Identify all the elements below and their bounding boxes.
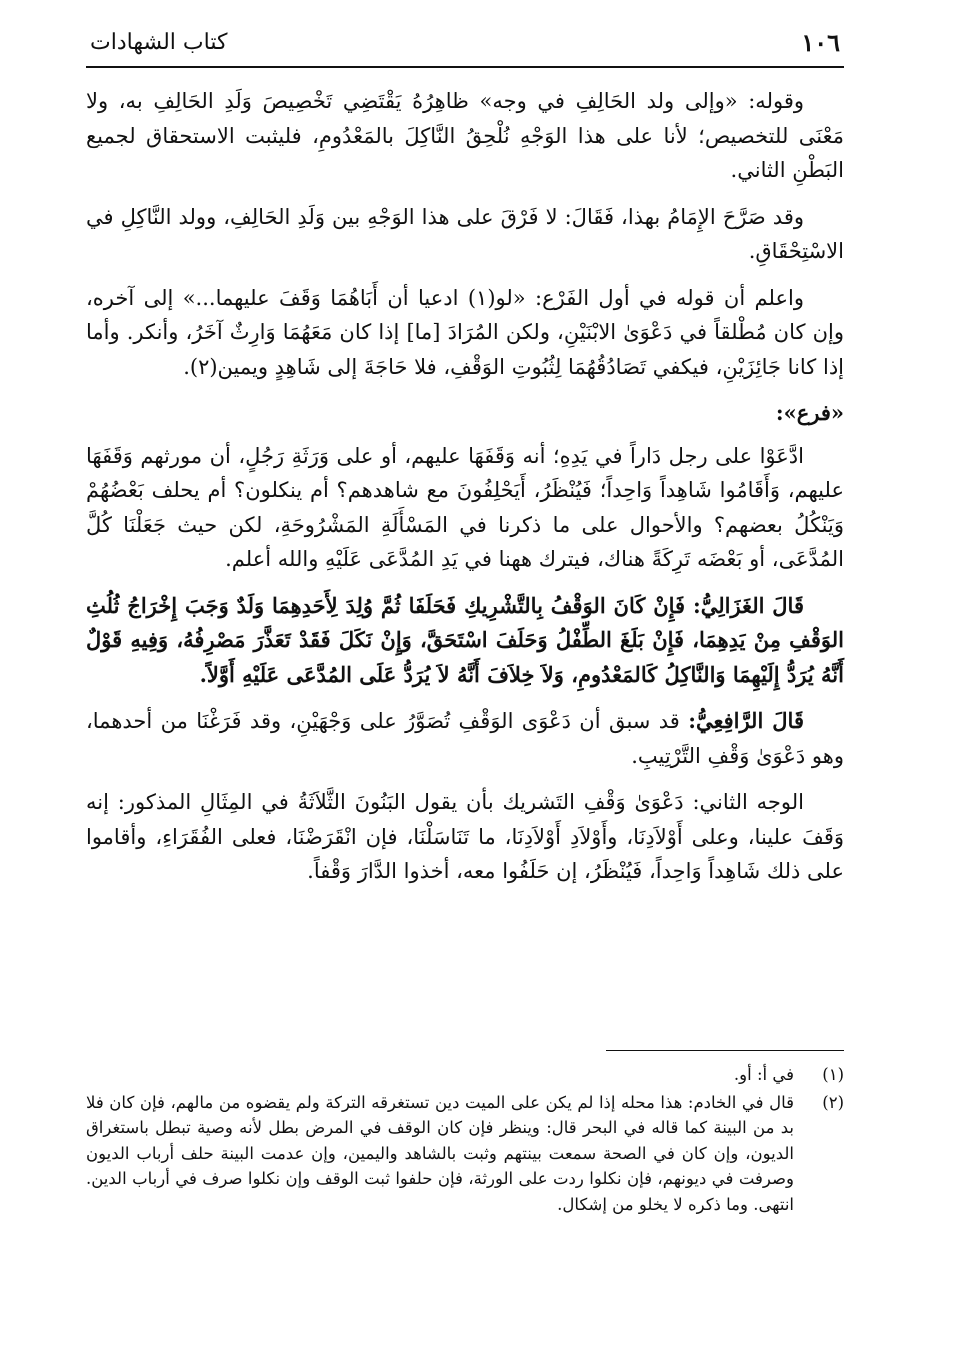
- footnote-text: قال في الخادم: هذا محله إذا لم يكن على الميت دين تستغرقه التركة ولم يقضوه من مالهم، فإن كان فلا بد من البينة كما قاله في البحر قال: وينظر فإن كان الوقف في المرض بطل لأنه وصية تبطل باستغراق الديون، وإن كان في الصحة سمعت بينتهم وثبت بالشاهد واليمين، وإن عدمت البينة حلف أرباب الديون وصرفت في ديونهم، فإن نكلوا ردت على الورثة، فإن حلفوا ثبت الوقف وإن نكلوا صرف في أرباب الدين. انتهى. وما ذكره لا يخلو من إشكال.: [86, 1092, 794, 1214]
- page-header: [86, 28, 844, 64]
- paragraph-2: وقد صَرَّحَ الإِمَامُ بهذا، فَقَالَ: لا فَرْقَ على هذا الوَجْهِ بين وَلَدِ الحَالِفِ، وولد النَّاكِلِ في الاسْتِحْقَاقِ.: [86, 204, 844, 263]
- ghazali-text: فَإِنْ كَانَ الوَقْفُ بِالتَّشْرِيكِ فَحَلَفَا ثُمَّ وُلِدَ لِأَحَدِهِمَا وَلَدٌ وَجَبَ إِخْرَاجُ ثُلُثِ الوَقْفِ مِنْ يَدِهِمَا، فَإِنْ بَلَغَ الطِّفْلُ وَحَلَفَ اسْتَحَقَّ، وَإِنْ نَكَلَ فَقَدْ تَعَذَّرَ مَصْرِفُهُ، وَفِيهِ قَوْلٌ أَنَّهُ يُرَدُّ إِلَيْهِمَا وَالنَّاكِلُ كَالمَعْدُومِ، وَلاَ خِلاَفَ أَنَّهُ لاَ يُرَدُّ عَلَى المُدَّعَى عَلَيْهِ أَوَّلاً.: [86, 592, 844, 687]
- branch-heading: «فرع»:: [775, 400, 844, 425]
- footnote-rule: [606, 1050, 844, 1051]
- footnote-1: [86, 1062, 844, 1088]
- footnote-text: في أ: أو.: [733, 1065, 794, 1084]
- footnote-number: (٢): [822, 1092, 844, 1112]
- footnotes: [86, 1062, 844, 1219]
- paragraph-1: وقوله: «وإلى ولد الحَالِفِ في وجه» ظاهِرُهُ يَقْتَضِي تَخْصِيصَ وَلَدِ الحَالِفِ به، ولا مَعْنَى للتخصيص؛ لأنا على هذا الوَجْهِ نُلْحِقُ النَّاكِلَ بالمَعْدُومِ، فليثبت الاستحقاق لجميع البَطْنِ الثاني.: [86, 89, 844, 182]
- header-rule: [86, 66, 844, 68]
- rafii-lead: قَالَ الرَّافِعِيُّ:: [688, 708, 804, 733]
- rafii-text: قد سبق أن دَعْوَى الوَقْفِ تُصَوَّرُ على وَجْهَيْنِ، وقد فَرَغْنَا من أحدهما، وهو دَعْوَىٰ وَقْفِ التَّرْتِيبِ.: [86, 709, 844, 768]
- running-title: كتاب الشهادات: [90, 30, 228, 55]
- main-text: [86, 84, 844, 901]
- ghazali-lead: قَالَ الغَزَالِيُّ:: [692, 592, 804, 618]
- footnote-2: [86, 1090, 844, 1218]
- footnote-number: (١): [822, 1065, 844, 1084]
- branch-paragraph: ادَّعَوْا على رجل دَاراً في يَدِهِ؛ أنه وَقَفَهَا عليهم، أو على وَرَثَةِ رَجُلٍ، أن مورثهم وَقَفَهَا عليهم، وَأَقَامُوا شَاهِداً وَاحِداً؛ فَيُنْظَرُ، أَيَحْلِفُونَ مع شاهدهم؟ أم ينكلون؟ أم يحلف بَعْضُهُمْ وَيَنْكُلُ بعضهم؟ والأحوال على ما ذكرنا في المَسْأَلَةِ المَشْرُوحَةِ، لكن حيث جَعَلْنَا كُلَّ المُدَّعَى، أو بَعْضَه تَرِكَةً هناك، فيترك ههنا في يَدِ المُدَّعَى عَلَيْهِ والله أعلم.: [86, 443, 844, 571]
- rafii-commentary: [86, 704, 844, 773]
- page-number: ١٠٦: [801, 28, 840, 57]
- paragraph-3: واعلم أن قوله في أول الفَرْع: «لو(١) ادعيا أن أَبَاهُمَا وَقَفَ عليهما...» إلى آخره، وإن كان مُطْلقاً في دَعْوَىٰ الابْنَيْنِ، ولكن المُرَادَ [ما] إذا كان مَعَهُمَا وَارِثٌ آخَرُ، وأنكر. وأما إذا كانا جَائِزَيْنِ، فيكفي تَصَادُقُهُمَا لِثُبُوتِ الوَقْفِ، فلا حَاجَةَ إلى شَاهِدٍ ويمين(٢).: [86, 285, 844, 379]
- ghazali-quote: [86, 589, 844, 693]
- second-aspect-paragraph: الوجه الثاني: دَعْوَىٰ وَقْفِ التَشريك بأن يقول البَنُونَ الثَّلاَثَةُ في المِثَالِ المذكور: إنه وَقَفَ علينا، وعلى أَوْلاَدِنَا، وأَوْلاَدِ أَوْلاَدِنَا، ما تَنَاسَلْنَا، فإن انْقَرَضْنَا، فعلى الفُقَرَاءِ، وأقاموا على ذلك شَاهِداً وَاحِداً، فَيُنْظَرُ، إن حَلَفُوا معه، أخذوا الدَّارَ وَقْفاً.: [86, 790, 844, 883]
